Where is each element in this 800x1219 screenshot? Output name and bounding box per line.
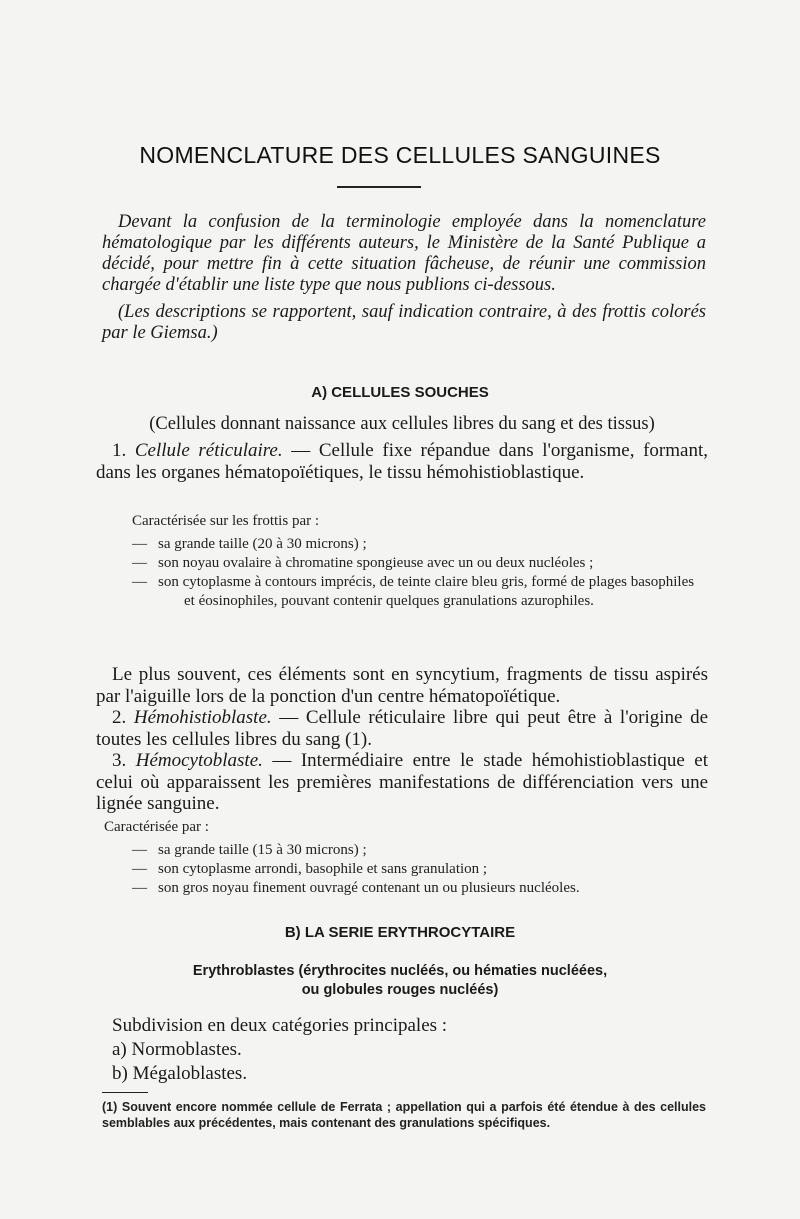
item-2-paragraph (96, 707, 708, 750)
item-1-number: 1. (112, 440, 127, 461)
intro-paragraph: Devant la confusion de la terminologie employée dans la nomenclature hématologique par les différents auteurs, le Ministère de la Santé Publique a décidé, pour mettre fin à cette situation fâcheuse, de réunir une commission chargée d'établir une liste type que nous publions ci-dessous. (102, 212, 706, 295)
item-1-block (96, 440, 708, 483)
list-item: — son cytoplasme arrondi, basophile et sans granulation ; (132, 861, 488, 877)
item-2-term: Hémohistioblaste. (133, 707, 272, 728)
item-2-number: 2. (112, 707, 127, 728)
dash-mark: — (132, 880, 147, 896)
footnote: (1) Souvent encore nommée cellule de Ferrata ; appellation qui a parfois été étendue à des cellules semblables aux précédentes, mais contenant des granulations spécifiques. (102, 1100, 706, 1130)
item-1-paragraph (96, 440, 708, 483)
section-b-body (96, 1014, 708, 1086)
list-item: — son gros noyau finement ouvragé contenant un ou plusieurs nucléoles. (132, 880, 580, 896)
list-item: — sa grande taille (15 à 30 microns) ; (132, 842, 367, 858)
category-b: b) Mégaloblastes. (112, 1063, 248, 1084)
dash-mark: — (132, 574, 147, 590)
item-1-text: — Cellule fixe répandue dans l'organisme, formant, dans les organes hématopoïétiques, le tissu hémohistioblastique. (96, 440, 708, 483)
item-3-term: Hémocytoblaste. (135, 750, 263, 771)
category-a: a) Normoblastes. (112, 1039, 242, 1060)
item-2-text: — Cellule réticulaire libre qui peut être à l'origine de toutes les cellules libres du sang (1). (96, 707, 709, 750)
list-item: — son cytoplasme à contours imprécis, de teinte claire bleu gris, formé de plages basophiles et éosinophiles, pouvant contenir quelques granulations azurophiles. (132, 574, 695, 609)
syncytium-paragraph: Le plus souvent, ces éléments sont en syncytium, fragments de tissu aspirés par l'aiguille lors de la ponction d'un centre hématopoïétique. (96, 664, 708, 707)
item-1-term: Cellule réticulaire. (134, 440, 283, 461)
intro-note: (Les descriptions se rapportent, sauf indication contraire, à des frottis colorés par le Giemsa.) (102, 302, 706, 343)
intro-block (102, 212, 706, 344)
title-divider (337, 186, 421, 188)
item-2-3-block (96, 664, 708, 815)
list-item: — son noyau ovalaire à chromatine spongieuse avec un ou deux nucléoles ; (132, 555, 594, 571)
section-b-heading: B) LA SERIE ERYTHROCYTAIRE (284, 924, 516, 941)
list-2-intro: Caractérisée par : (104, 819, 209, 835)
dash-mark: — (132, 861, 147, 877)
list-2 (104, 818, 708, 898)
page-title: NOMENCLATURE DES CELLULES SANGUINES (139, 142, 661, 168)
item-3-text: — Intermédiaire entre le stade hémohistioblastique et celui où apparaissent les premières manifestations de différenciation vers une lignée sanguine. (96, 750, 709, 814)
section-b-subheading-line1: Erythroblastes (érythrocites nucléés, ou hématies nucléées, (192, 963, 608, 979)
list-item: — sa grande taille (20 à 30 microns) ; (132, 536, 367, 552)
dash-mark: — (132, 536, 147, 552)
section-b-subheading-line2: ou globules rouges nucléés) (301, 982, 499, 998)
item-3-number: 3. (112, 750, 127, 771)
section-a-subtitle: (Cellules donnant naissance aux cellules libres du sang et des tissus) (149, 414, 655, 434)
item-3-paragraph (96, 750, 708, 815)
subdivision-text: Subdivision en deux catégories principales : (112, 1015, 448, 1036)
dash-mark: — (132, 555, 147, 571)
section-a-heading: A) CELLULES SOUCHES (311, 384, 489, 401)
list-1 (132, 512, 708, 611)
dash-mark: — (132, 842, 147, 858)
footnote-divider (102, 1092, 148, 1093)
list-1-intro: Caractérisée sur les frottis par : (132, 513, 320, 529)
